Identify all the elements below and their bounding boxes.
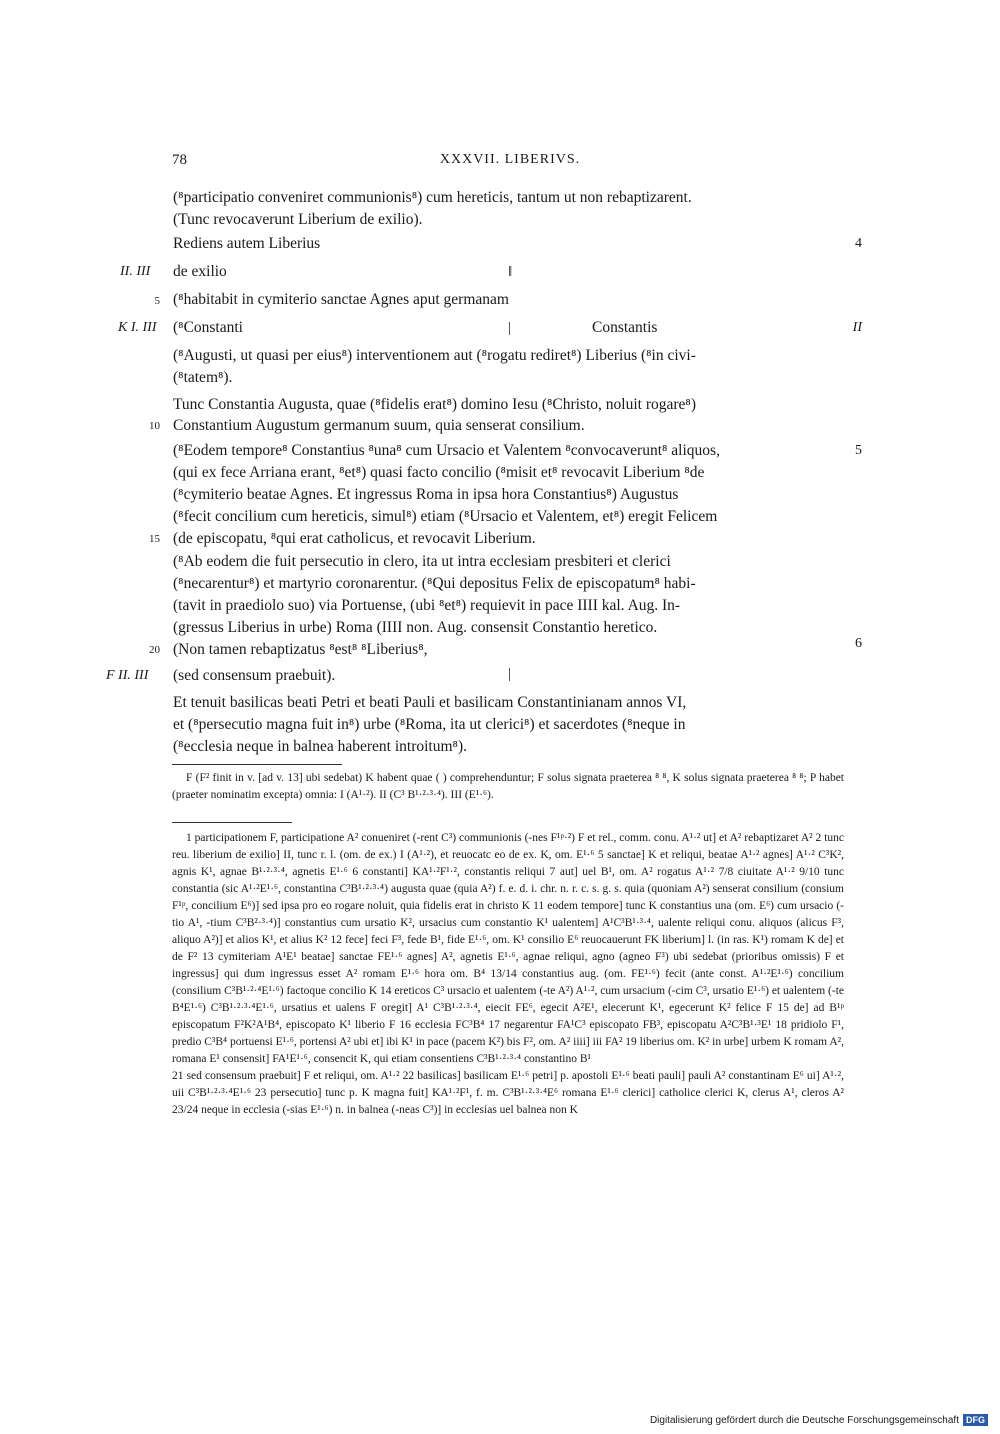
apparatus-criticus <box>172 770 844 804</box>
right-margin-number: 6 <box>855 636 862 651</box>
text-line: (Tunc revocaverunt Liberium de exilio). <box>173 211 423 228</box>
line-number: 20 <box>149 644 160 656</box>
page-number: 78 <box>172 152 187 168</box>
text-line: (⁸Constanti <box>173 319 243 336</box>
line-number: 15 <box>149 533 160 545</box>
text-line: Constantis <box>592 319 658 336</box>
text-line: (⁸fecit concilium cum hereticis, simul⁸) etiam (⁸Ursacio et Valentem, et⁸) eregit Felicem <box>173 508 718 525</box>
right-margin-number: II <box>852 320 862 335</box>
text-line: Constantium Augustum germanum suum, quia senserat consilium. <box>173 417 585 434</box>
line-number: 5 <box>154 295 160 307</box>
text-line: et (⁸persecutio magna fuit in⁸) urbe (⁸Roma, ita ut clerici⁸) et sacerdotes (⁸neque in <box>173 716 686 733</box>
text-line: (⁸cymiterio beatae Agnes. Et ingressus Roma in ipsa hora Constantius⁸) Augustus <box>173 486 679 503</box>
running-title: XXXVII. LIBERIVS. <box>439 152 581 167</box>
text-line: Rediens autem Liberius <box>173 235 321 252</box>
column-divider: ‖ <box>508 264 513 280</box>
text-line: (de episcopatu, ⁸qui erat catholicus, et revocavit Liberium. <box>173 530 536 547</box>
text-line: (tavit in praediolo suo) via Portuense, (ubi ⁸et⁸) requievit in pace IIII kal. Aug. In- <box>173 597 681 614</box>
text-line: Tunc Constantia Augusta, quae (⁸fidelis erat⁸) domino Iesu (⁸Christo, noluit rogare⁸) <box>173 396 696 413</box>
text-line: (sed consensum praebuit). <box>173 667 336 684</box>
line-number: 10 <box>149 420 160 432</box>
text-line: (Non tamen rebaptizatus ⁸est⁸ ⁸Liberius⁸, <box>173 641 428 658</box>
column-divider: | <box>508 666 512 682</box>
note-paragraph: 21 sed consensum praebuit] F et reliqui, om. A¹·² 22 basilicas] basilicam E¹·⁶ petri] p. apostoli E¹·⁶ beati pauli] pauli A² constantinam E⁶ ui] A¹·², uii C³B¹·²·³·⁴E¹·⁶ 23 persecutio] tunc p. K magna fuit] KA¹·²F¹, f. m. C³B¹·²·³·⁴E⁶ romana E¹·⁶ clerici] catholice clerici K, clerus A¹, cleros A² 23/24 neque in ecclesia (-sias E¹·⁶) n. in balnea (-neas C³)] in ecclesias uel balnea non K <box>172 1070 844 1116</box>
text-line: (⁸tatem⁸). <box>173 369 233 386</box>
footer <box>650 1414 988 1426</box>
apparatus-text: F (F² finit in v. [ad v. 13] ubi sedebat) K habent quae ( ) comprehenduntur; F solus signata praeterea ⁸ ⁸, K solus signata praeterea ⁸ ⁸; P habet (praeter nominatim excepta) omnia: I (A¹·²). II (C³ B¹·²·³·⁴). III (E¹·⁶). <box>172 772 844 801</box>
column-divider: | <box>508 320 512 336</box>
text-line: (⁸habitabit in cymiterio sanctae Agnes aput germanam <box>173 291 509 308</box>
critical-notes <box>172 830 844 1119</box>
text-line: (⁸participatio conveniret communionis⁸) cum hereticis, tantum ut non rebaptizarent. <box>173 189 692 206</box>
text-line: (⁸Augusti, ut quasi per eius⁸) interventionem aut (⁸rogatu rediret⁸) Liberius (⁸in civi- <box>173 347 696 364</box>
text-line: (⁸Ab eodem die fuit persecutio in clero, ita ut intra ecclesiam presbiteri et clerici <box>173 553 671 570</box>
notes-rule <box>172 822 292 823</box>
text-line: (⁸Eodem tempore⁸ Constantius ⁸una⁸ cum Ursacio et Valentem ⁸convocaverunt⁸ aliquos, <box>173 442 720 459</box>
footer-text: Digitalisierung gefördert durch die Deutsche Forschungsgemeinschaft <box>649 1414 959 1426</box>
text-line: (⁸necarentur⁸) et martyrio coronarentur. (⁸Qui depositus Felix de episcopatum⁸ habi- <box>173 575 696 592</box>
right-margin-number: 4 <box>855 236 862 251</box>
dfg-logo-icon: DFG <box>963 1414 988 1426</box>
right-margin-number: 5 <box>855 443 862 458</box>
text-line: (⁸ecclesia neque in balnea haberent introitum⁸). <box>173 738 467 755</box>
margin-siglum: K I. III <box>118 320 157 335</box>
text-line: de exilio <box>173 263 227 280</box>
margin-siglum: F II. III <box>106 668 149 683</box>
note-paragraph: 1 participationem F, participatione A² conueniret (-rent C³) communionis (-nes F¹ᵖ·²) F et rel., comm. conu. A¹·² ut] et A² rebaptizaret A² 2 tunc reu. liberium de exilio] II, tunc r. l. (om. de ex.) I (A¹·²), et reuocatc eo de ex. K, om. E¹·⁶ 5 sanctae] K et reliqui, beatae A¹·² agnes] A¹·² C³K², agnis K¹, agnae B¹·²·³·⁴, agnetis E¹·⁶ 6 constanti] KA¹·²F¹·², constantis reliqui 7 aut] uel B¹, om. A² rogatus A¹·² 7/8 ciuitate A¹·² 9/10 tunc constantia (sic A¹·²E¹·⁶, constantina C³B¹·²·³·⁴) augusta quae (quia A²) f. e. d. i. chr. n. r. c. s. g. s. quia (quoniam A²) senserat consilium (consium F¹ᵖ, concilium E⁶)] sed ipsa pro eo rogare noluit, quia fidelis erat in christo K 11 eodem tempore] tunc K constantius una (om. E⁶) cum ursacio (-tio A¹, -tium C³B²·³·⁴)] constantius cum ursatio K², ursacius cum constantio K¹ ualentem] A¹C³B¹·³·⁴, ualente reliqui conu. aliquos (alicus F³, aliquo A²)] et alios K¹, et alius K² 12 fece] feci F³, fede B¹, fide E¹·⁶, om. K¹ consilio E⁶ reuocauerunt FK liberium] l. (in ras. K¹) romam K de] et de F² 13 cymiteriam A¹E¹ beatae] sanctae FE¹·⁶ agnes] A², agnetis E¹·⁶, agnae reliqui, agno (agneo F³) ubi sedebat (prioribus omissis) F et ingressus] qui dum ingressus esset A² romam E¹·⁶ hora om. B⁴ 13/14 constantius aug. (om. FE¹·⁶) fecit (ante const. A¹·²E¹·⁶) concilium (consilium C³B¹·²·⁴E¹·⁶) factoque concilio K 14 ereticos C³ ursacio et ualentem (-te A²) A¹·², cum ursacium (-cim C³, ursatio E¹·⁶) et ualentem (-te B⁴E¹·⁶) C³B¹·²·³·⁴E¹·⁶, ursatius et ualens F oregit] A¹ C³B¹·²·³·⁴, eiecit FE⁶, egecit A²E¹, elecerunt K¹, egecerunt K² felice F 15 de] ad B¹ᵖ episcopatum F²K²A¹B⁴, episcopato K¹ liberio F 16 ecclesia FC³B⁴ 17 negarentur FA¹C³ episcopato FB³, episcopatu A²C³B¹·³E¹ 18 pridiolo F¹, predio C³B⁴ portuensi E¹·⁶, portensi A² ubi et] ibi K¹ in pace (pacem K²) bis F², om. A² iiii] iii FA² 19 liberius om. K² in urbe] urbem K romam A², romana E¹ consensit] FA¹E¹·⁶, consencit K, qui etiam consentiens C³B¹·²·³·⁴ constantino B¹ <box>172 832 844 1065</box>
apparatus-rule <box>172 764 342 765</box>
margin-siglum: II. III <box>120 264 151 279</box>
text-line: (gressus Liberius in urbe) Roma (IIII non. Aug. consensit Constantio heretico. <box>173 619 658 636</box>
text-line: (qui ex fece Arriana erant, ⁸et⁸) quasi facto concilio (⁸misit et⁸ revocavit Liberium ⁸de <box>173 464 705 481</box>
text-line: Et tenuit basilicas beati Petri et beati Pauli et basilicam Constantinianam annos VI, <box>173 694 687 711</box>
